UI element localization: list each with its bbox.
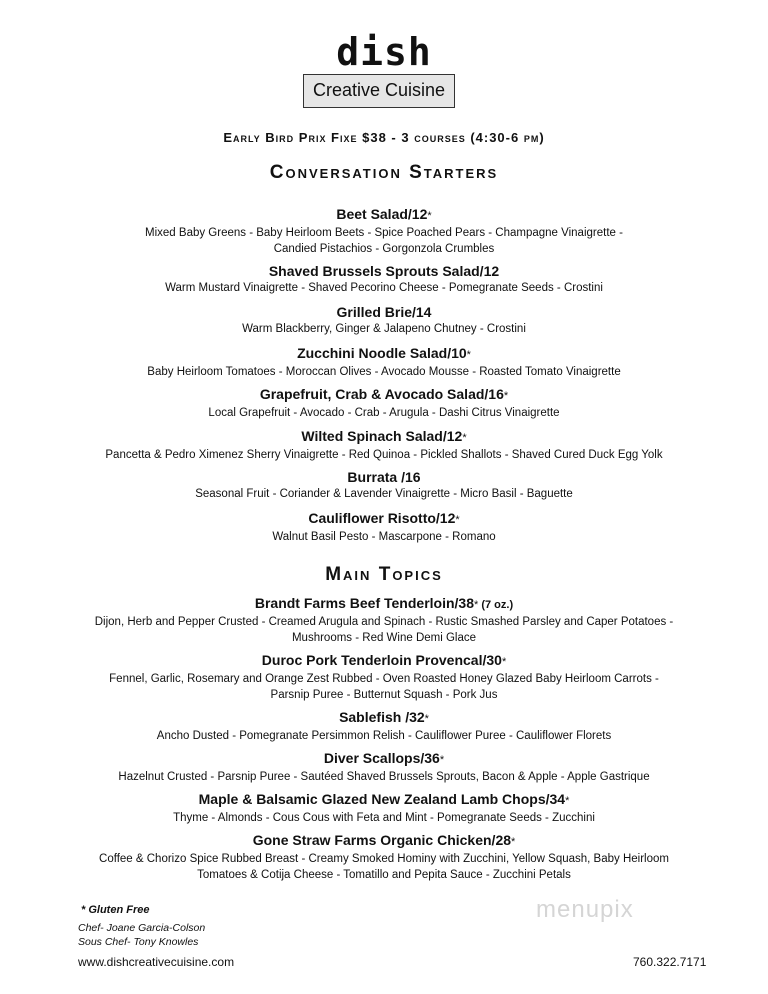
menu-item — [0, 749, 768, 785]
gluten-free-mark: * — [462, 432, 467, 444]
menu-item — [0, 509, 768, 545]
item-description: Dijon, Herb and Pepper Crusted - Creamed Arugula and Spinach - Rustic Smashed Parsley and Caper Potatoes - — [94, 616, 674, 628]
item-description: Warm Mustard Vinaigrette - Shaved Pecorino Cheese - Pomegranate Seeds - Crostini — [165, 282, 603, 294]
gluten-free-mark: * — [501, 656, 507, 668]
gluten-free-mark: * — [511, 836, 516, 848]
item-description: Tomatoes & Cotija Cheese - Tomatillo and Pepita Sauce - Zucchini Petals — [197, 869, 571, 881]
phone-number: 760.322.7171 — [633, 955, 707, 969]
item-description: Parsnip Puree - Butternut Squash - Pork Jus — [270, 689, 498, 701]
menu-item — [0, 344, 768, 380]
gluten-free-mark: * — [424, 713, 429, 725]
item-description: Warm Blackberry, Ginger & Jalapeno Chutney - Crostini — [242, 323, 526, 335]
menu-item — [0, 651, 768, 703]
item-description: Mixed Baby Greens - Baby Heirloom Beets - Spice Poached Pears - Champagne Vinaigrette - — [145, 227, 623, 239]
item-name: Maple & Balsamic Glazed New Zealand Lamb Chops/34 — [198, 791, 566, 807]
gluten-free-mark: * — [439, 754, 445, 766]
item-name: Shaved Brussels Sprouts Salad/12 — [268, 263, 500, 279]
early-bird-offer: Early Bird Prix Fixe $38 - 3 courses (4:30-6 pm) — [223, 130, 545, 145]
section-title-mains: Main Topics — [325, 564, 443, 585]
gluten-free-mark: * — [565, 795, 570, 807]
item-description: Baby Heirloom Tomatoes - Moroccan Olives - Avocado Mousse - Roasted Tomato Vinaigrette — [147, 366, 621, 378]
item-name: Sablefish /32 — [339, 709, 425, 725]
gluten-free-mark: * — [427, 210, 432, 222]
item-name: Duroc Pork Tenderloin Provencal/30 — [261, 652, 502, 668]
item-description: Candied Pistachios - Gorgonzola Crumbles — [273, 243, 495, 255]
menu-item — [0, 262, 768, 296]
logo: dish — [336, 30, 432, 74]
item-name: Brandt Farms Beef Tenderloin/38 — [254, 595, 474, 611]
item-description: Pancetta & Pedro Ximenez Sherry Vinaigrette - Red Quinoa - Pickled Shallots - Shaved Cured Duck Egg Yolk — [105, 449, 663, 461]
subtitle-box: Creative Cuisine — [303, 74, 455, 108]
item-name: Burrata /16 — [347, 469, 421, 485]
item-description: Thyme - Almonds - Cous Cous with Feta and Mint - Pomegranate Seeds - Zucchini — [173, 812, 595, 824]
gluten-free-mark: * — [455, 514, 460, 526]
menu-item — [0, 385, 768, 421]
sous-chef-credit: Sous Chef- Tony Knowles — [78, 936, 199, 948]
section-title-starters: Conversation Starters — [269, 162, 499, 183]
menu-item — [0, 427, 768, 463]
item-name: Diver Scallops/36 — [323, 750, 440, 766]
menu-item — [0, 594, 768, 646]
gluten-free-mark: * — [503, 390, 509, 402]
menu-item — [0, 303, 768, 337]
menu-item — [0, 831, 768, 883]
item-description: Local Grapefruit - Avocado - Crab - Arugula - Dashi Citrus Vinaigrette — [208, 407, 560, 419]
item-description: Walnut Basil Pesto - Mascarpone - Romano — [272, 531, 496, 543]
gluten-free-legend: * Gluten Free — [81, 904, 150, 916]
item-name: Wilted Spinach Salad/12 — [301, 428, 463, 444]
portion-note: (7 oz.) — [478, 599, 514, 611]
menu-item — [0, 790, 768, 826]
item-description: Seasonal Fruit - Coriander & Lavender Vinaigrette - Micro Basil - Baguette — [195, 488, 573, 500]
item-description: Fennel, Garlic, Rosemary and Orange Zest Rubbed - Oven Roasted Honey Glazed Baby Heirloom Carrots - — [109, 673, 659, 685]
chef-credit: Chef- Joane Garcia-Colson — [78, 922, 206, 934]
item-name: Grapefruit, Crab & Avocado Salad/16 — [259, 386, 504, 402]
item-name: Gone Straw Farms Organic Chicken/28 — [252, 832, 512, 848]
item-description: Ancho Dusted - Pomegranate Persimmon Relish - Cauliflower Puree - Cauliflower Florets — [156, 730, 612, 742]
item-name: Grilled Brie/14 — [336, 304, 432, 320]
item-name: Zucchini Noodle Salad/10 — [297, 345, 467, 361]
menu-item — [0, 468, 768, 502]
item-description: Coffee & Chorizo Spice Rubbed Breast - Creamy Smoked Hominy with Zucchini, Yellow Squash, Baby Heirloom — [99, 853, 669, 865]
gluten-free-mark: * — [466, 349, 471, 361]
website-link[interactable]: www.dishcreativecuisine.com — [78, 955, 235, 969]
item-name: Beet Salad/12 — [336, 206, 428, 222]
menupix-watermark: menupix — [536, 896, 634, 923]
item-description: Mushrooms - Red Wine Demi Glace — [291, 632, 477, 644]
item-description: Hazelnut Crusted - Parsnip Puree - Sautéed Shaved Brussels Sprouts, Bacon & Apple - Apple Gastrique — [118, 771, 650, 783]
menu-item — [0, 205, 768, 257]
item-name: Cauliflower Risotto/12 — [308, 510, 456, 526]
menu-item — [0, 708, 768, 744]
gluten-free-mark: * — [474, 599, 479, 611]
